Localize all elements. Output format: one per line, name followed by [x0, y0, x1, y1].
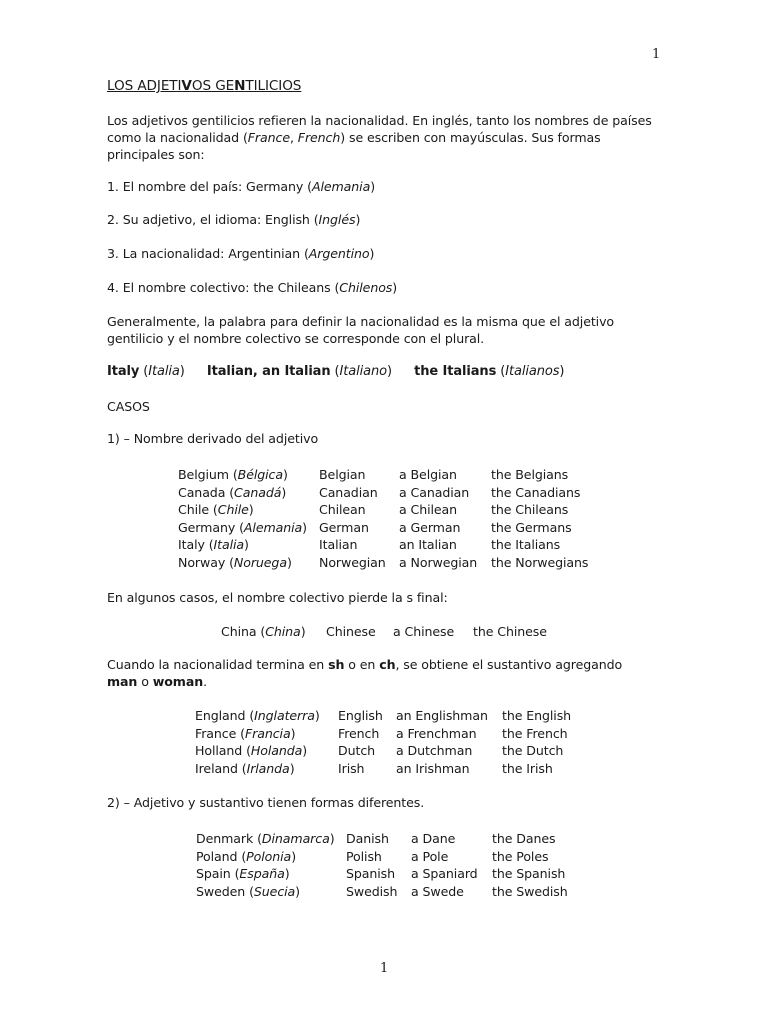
noun-cell: a Belgian — [399, 467, 457, 482]
general-line-2: gentilicio y el nombre colectivo se corresponde con el plural. — [107, 331, 485, 346]
adjective-cell: Canadian — [319, 484, 378, 500]
collective-cell: the Spanish — [492, 866, 566, 881]
collective-cell: the Germans — [491, 519, 572, 535]
collective-cell: the Canadians — [491, 484, 581, 500]
page-number-bottom: 1 — [380, 961, 389, 976]
noun-cell: an Irishman — [396, 760, 470, 776]
country-cell: Ireland (Irlanda) — [195, 760, 295, 776]
table-3 — [196, 830, 572, 900]
country-cell: Sweden (Suecia) — [196, 883, 300, 899]
collective-cell: the Norwegians — [491, 554, 589, 570]
noun-cell: an Englishman — [396, 708, 488, 723]
cuando-line-2: man o woman. — [107, 674, 207, 689]
section-2-heading: 2) – Adjetivo y sustantivo tienen formas diferentes. — [107, 795, 425, 810]
country-cell: England (Inglaterra) — [195, 708, 320, 723]
section-1-heading: 1) – Nombre derivado del adjetivo — [107, 431, 319, 446]
collective-cell: the Italians — [491, 537, 561, 552]
intro-line-2: como la nacionalidad (France, French) se escriben con mayúsculas. Sus formas — [107, 130, 601, 145]
noun-cell: a Canadian — [399, 484, 470, 500]
country-cell: France (Francia) — [195, 725, 296, 741]
country-cell: Spain (España) — [196, 866, 290, 881]
intro-line-1: Los adjetivos gentilicios refieren la nacionalidad. En inglés, tanto los nombres de países — [107, 113, 652, 128]
noun-cell: a Dutchman — [396, 743, 473, 758]
collective-cell: the Chileans — [491, 502, 569, 517]
collective-cell: the Dutch — [502, 743, 564, 758]
collective-cell: the Belgians — [491, 467, 569, 482]
country-cell: Denmark (Dinamarca) — [196, 831, 335, 846]
collective-cell: the Danes — [492, 831, 556, 846]
general-line-1: Generalmente, la palabra para definir la nacionalidad es la misma que el adjetivo — [107, 314, 615, 329]
noun-cell: a Chilean — [399, 502, 458, 517]
adjective-cell: Norwegian — [319, 554, 386, 570]
collective-cell: the Swedish — [492, 883, 568, 899]
noun-cell: a Spaniard — [411, 866, 478, 881]
adjective-cell: Irish — [338, 760, 365, 776]
noun-cell: a Norwegian — [399, 554, 478, 570]
country-cell: Belgium (Bélgica) — [178, 467, 288, 482]
cuando-line-1: Cuando la nacionalidad termina en sh o en ch, se obtiene el sustantivo agregando — [107, 657, 623, 672]
form-item: 3. La nacionalidad: Argentinian (Argentino) — [107, 246, 375, 261]
adjective-cell: French — [338, 725, 380, 741]
noun-cell: a Dane — [411, 831, 456, 846]
adjective-cell: Polish — [346, 848, 382, 864]
page-number-top: 1 — [652, 47, 661, 62]
country-cell: Germany (Alemania) — [178, 519, 307, 535]
noun-cell: an Italian — [399, 537, 457, 552]
lose-s-note: En algunos casos, el nombre colectivo pierde la s final: — [107, 590, 448, 605]
adjective-cell: Italian — [319, 537, 358, 552]
collective-cell: the English — [502, 708, 572, 723]
adjective-cell: Swedish — [346, 883, 398, 899]
adjective-cell: Chilean — [319, 502, 366, 517]
adjective-cell: Dutch — [338, 743, 376, 758]
country-cell: Holland (Holanda) — [195, 743, 308, 758]
noun-cell: a Pole — [411, 848, 449, 864]
country-cell: Canada (Canadá) — [178, 484, 287, 500]
noun-cell: a Frenchman — [396, 725, 477, 741]
country-cell: Poland (Polonia) — [196, 848, 297, 864]
collective-cell: the Irish — [502, 760, 553, 776]
noun-cell: a Swede — [411, 883, 464, 899]
form-item: 2. Su adjetivo, el idioma: English (Inglés) — [107, 212, 361, 227]
noun-cell: a German — [399, 519, 461, 535]
country-cell: Norway (Noruega) — [178, 554, 292, 570]
form-item: 4. El nombre colectivo: the Chileans (Chilenos) — [107, 280, 398, 295]
page-title: LOS ADJETIVOS GENTILICIOS — [107, 78, 302, 94]
table-1 — [178, 466, 601, 571]
adjective-cell: German — [319, 519, 369, 535]
country-cell: Chile (Chile) — [178, 502, 254, 517]
country-cell: Italy (Italia) — [178, 537, 249, 552]
adjective-cell: Spanish — [346, 866, 396, 881]
adjective-cell: English — [338, 708, 383, 723]
collective-cell: the Poles — [492, 848, 549, 864]
collective-cell: the French — [502, 725, 568, 741]
adjective-cell: Belgian — [319, 467, 366, 482]
example-line: Italy (Italia) Italian, an Italian (Italiano) the Italians (Italianos) — [107, 364, 565, 379]
adjective-cell: Danish — [346, 831, 389, 846]
intro-line-3: principales son: — [107, 147, 205, 162]
china-row: China (China) Chinese a Chinese the Chinese — [221, 624, 547, 639]
table-2 — [195, 707, 582, 777]
form-item: 1. El nombre del país: Germany (Alemania) — [107, 179, 376, 194]
casos-heading: CASOS — [107, 399, 150, 414]
